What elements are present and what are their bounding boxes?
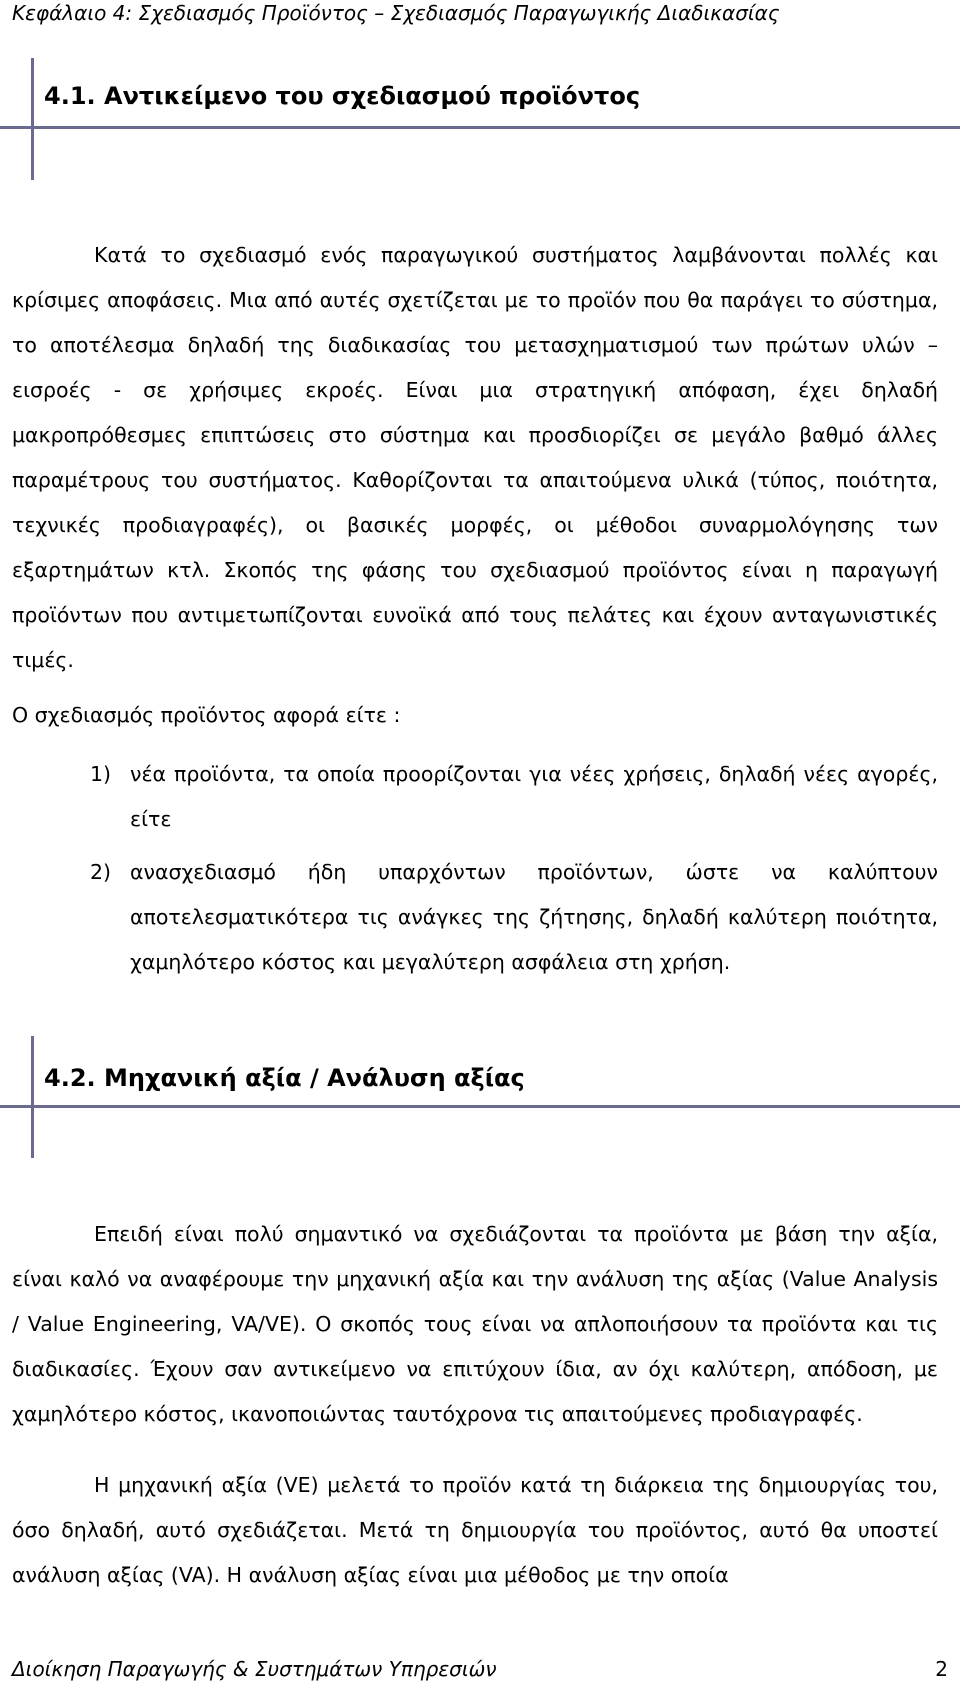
paragraph: Επειδή είναι πολύ σημαντικό να σχεδιάζονται τα προϊόντα με βάση την αξία, είναι καλό να αναφέρουμε την μηχανική αξία και την ανάλυση της αξίας (Value Analysis / Value Engineering, VA/VE). Ο σκοπός τους είναι να απλοποιήσουν τα προϊόντα και τις διαδικασίες. Έχουν σαν αντικείμενο να επιτύχουν ίδια, αν όχι καλύτερη, απόδοση, με χαμηλότερο κόστος, ικανοποιώντας ταυτόχρονα τις απαιτούμενες προδιαγραφές. [12, 1222, 938, 1426]
heading-rule-vertical [31, 58, 34, 180]
list-number: 1) [90, 762, 112, 786]
footer-text: Διοίκηση Παραγωγής & Συστημάτων Υπηρεσιών [12, 1657, 497, 1681]
list-number: 2) [90, 860, 112, 884]
heading-rule-vertical [31, 1036, 34, 1158]
list-text: ανασχεδιασμό ήδη υπαρχόντων προϊόντων, ώστε να καλύπτουν αποτελεσματικότερα τις ανάγκες της ζήτησης, δηλαδή καλύτερη ποιότητα, χαμηλότερο κόστος και μεγαλύτερη ασφάλεια στη χρήση. [130, 860, 938, 974]
page-number: 2 [935, 1657, 948, 1681]
list-item [90, 752, 938, 842]
paragraph: Η μηχανική αξία (VE) μελετά το προϊόν κατά τη διάρκεια της δημιουργίας του, όσο δηλαδή, αυτό σχεδιάζεται. Μετά τη δημιουργία του προϊόντος, αυτό θα υποστεί ανάλυση αξίας (VA). Η ανάλυση αξίας είναι μια μέθοδος με την οποία [12, 1473, 938, 1587]
heading-rule-horizontal [0, 1105, 960, 1108]
running-header: Κεφάλαιο 4: Σχεδιασμός Προϊόντος – Σχεδιασμός Παραγωγικής Διαδικασίας [12, 1, 780, 25]
paragraph: Κατά το σχεδιασμό ενός παραγωγικού συστήματος λαμβάνονται πολλές και κρίσιμες αποφάσεις. Μια από αυτές σχετίζεται με το προϊόν που θα παράγει το σύστημα, το αποτέλεσμα δηλαδή της διαδικασίας του μετασχηματισμού των πρώτων υλών – εισροές - σε χρήσιμες εκροές. Είναι μια στρατηγική απόφαση, έχει δηλαδή μακροπρόθεσμες επιπτώσεις στο σύστημα και προσδιορίζει σε μεγάλο βαθμό άλλες παραμέτρους του συστήματος. Καθορίζονται τα απαιτούμενα υλικά (τύπος, ποιότητα, τεχνικές προδιαγραφές), οι βασικές μορφές, οι μέθοδοι συναρμολόγησης των εξαρτημάτων κτλ. Σκοπός της φάσης του σχεδιασμού προϊόντος είναι η παραγωγή προϊόντων που αντιμετωπίζονται ευνοϊκά από τους πελάτες και έχουν ανταγωνιστικές τιμές. [12, 243, 938, 672]
heading-rule-horizontal [0, 126, 960, 129]
list-item [90, 850, 938, 985]
list-text: νέα προϊόντα, τα οποία προορίζονται για νέες χρήσεις, δηλαδή νέες αγορές, είτε [130, 762, 938, 831]
section-heading: 4.2. Μηχανική αξία / Ανάλυση αξίας [44, 1064, 525, 1092]
paragraph: Ο σχεδιασμός προϊόντος αφορά είτε : [12, 703, 401, 727]
section-heading: 4.1. Αντικείμενο του σχεδιασμού προϊόντος [44, 82, 641, 110]
